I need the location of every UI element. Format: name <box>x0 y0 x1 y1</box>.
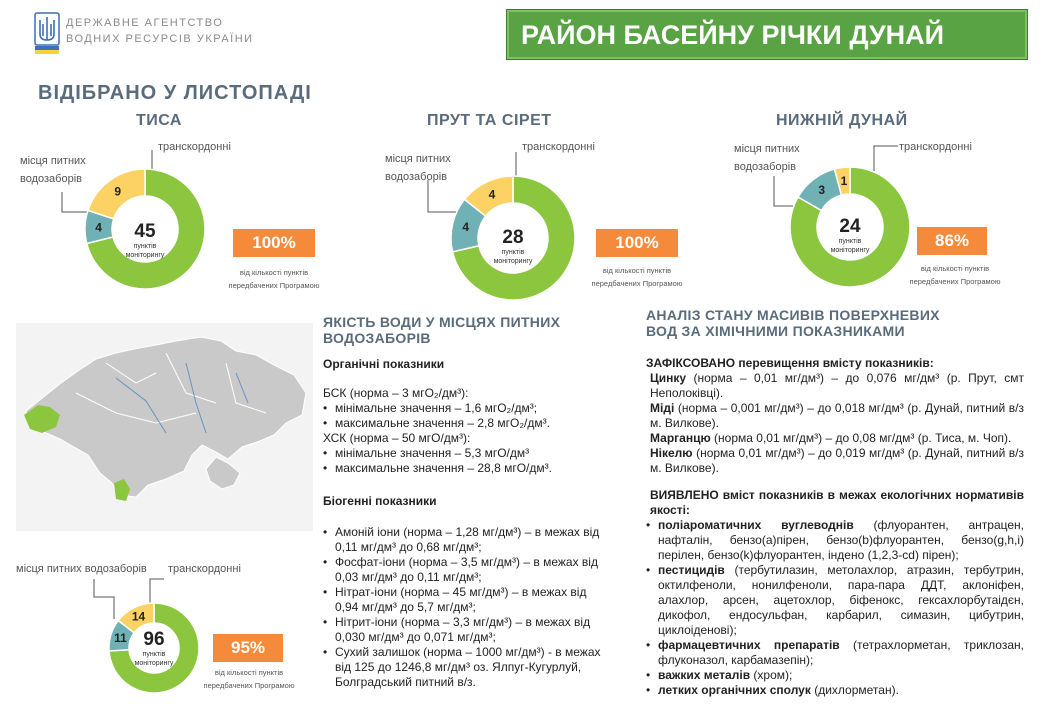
percent-note-1a: від кількості пунктів <box>239 268 309 277</box>
percent-note-1 <box>214 266 334 292</box>
section-title: ВІДІБРАНО У ЛИСТОПАДІ <box>38 82 312 104</box>
percent-note-3b: передбачених Програмою <box>909 277 1001 286</box>
total-count-tysa: 45 <box>134 221 156 242</box>
analysis-body <box>646 356 1024 698</box>
slice-transboundary-label: 1 <box>840 173 848 188</box>
exceed-name: Міді <box>650 401 675 415</box>
bsk-max: • максимальне значення – 2,8 мгО₂/дм³. <box>323 416 619 431</box>
analysis-title <box>646 307 1006 339</box>
exceed-item <box>650 431 1024 446</box>
donut-chart-prut <box>400 140 590 300</box>
agency-line-2: ВОДНИХ РЕСУРСІВ УКРАЇНИ <box>66 33 254 45</box>
donut-chart-tysa <box>40 140 220 290</box>
slice-transboundary-label: 9 <box>114 184 122 199</box>
percent-note-2b: передбачених Програмою <box>591 279 683 288</box>
header-banner: РАЙОН БАСЕЙНУ РІЧКИ ДУНАЙ <box>506 9 1028 60</box>
biogenic-heading: Біогенні показники <box>323 494 437 508</box>
percent-badge-prut: 100% <box>596 229 678 257</box>
biogenic-item: • Сухий залишок (норма – 1000 мг/дм³) - в межах від 125 до 1246,8 мг/дм³ оз. Ялпуг-Кугурлуй, Болградський питний в/з. <box>323 645 613 690</box>
percent-note-4b: передбачених Програмою <box>203 681 295 690</box>
donut-center-lower-danube <box>820 217 880 255</box>
center-caption-3a: пунктів <box>838 238 862 245</box>
quality-title <box>323 314 623 346</box>
hsk-heading: ХСК (норма – 50 мгО/дм³): <box>323 431 471 445</box>
region-title-tysa: ТИСА <box>136 112 182 129</box>
agency-name <box>66 15 254 47</box>
quality-organic <box>323 357 619 690</box>
label-drinking-1-l2: водозаборів <box>20 173 82 185</box>
map-of-ukraine <box>16 323 313 531</box>
region-title-prut: ПРУТ ТА СІРЕТ <box>427 112 552 129</box>
found-item <box>646 668 1024 683</box>
donut-center-prut <box>483 228 543 266</box>
percent-badge-total: 95% <box>213 634 283 662</box>
slice-drinking-label: 4 <box>462 220 470 235</box>
found-name: летких органічних сполук <box>658 683 811 697</box>
found-text: (тербутилазин, метолахлор, атразин, тербутрин, октилфеноли, нонилфеноли, пара-пара ДДТ, аклоніфен, алахлор, арсен, ацетохлор, біфенокс, гексахлорбутаідєн, дикофол, ендосульфан, карбарил, симазин, цибутрин, циклоіденові); <box>658 563 1024 637</box>
total-count-all: 96 <box>143 629 165 650</box>
exceed-heading: ЗАФІКСОВАНО перевищення вмісту показників: <box>646 356 934 370</box>
found-text: (флуорантен, антрацен, нафталін, бензо(а)пірен, бензо(b)флуорантен, бензо(g,h,i) перілен, бензо(k)флуорантен, індено (1,2,3-cd) пірен); <box>658 518 1024 562</box>
label-drinking-1-l1: місця питних <box>20 155 86 167</box>
found-name: фармацевтичних препаратів <box>658 638 840 652</box>
donut-center-tysa <box>115 222 175 260</box>
center-caption-2a: пунктів <box>501 249 525 256</box>
bsk-min: • мінімальне значення – 1,6 мгО₂/дм³; <box>323 401 619 416</box>
percent-note-4a: від кількості пунктів <box>214 668 284 677</box>
center-caption-2b: моніторингу <box>493 258 533 265</box>
label-transboundary-3: транскордонні <box>899 141 972 153</box>
analysis-title-line2: ВОД ЗА ХІМІЧНИМИ ПОКАЗНИКАМИ <box>646 323 905 339</box>
percent-note-3a: від кількості пунктів <box>920 264 990 273</box>
percent-note-2a: від кількості пунктів <box>602 266 672 275</box>
quality-title-line1: ЯКІСТЬ ВОДИ У МІСЦЯХ ПИТНИХ <box>323 314 561 330</box>
slice-transboundary-label: 4 <box>488 187 496 202</box>
center-caption-3b: моніторингу <box>830 247 870 254</box>
exceed-name: Цинку <box>650 371 687 385</box>
label-transboundary-4: транскордонні <box>168 563 241 575</box>
percent-note-3 <box>895 262 1015 288</box>
found-item <box>646 518 1024 563</box>
found-heading: ВИЯВЛЕНО вміст показників в межах екологічних нормативів якості: <box>650 488 1024 517</box>
found-name: пестицидів <box>658 563 725 577</box>
found-name: важких металів <box>658 668 751 682</box>
exceed-list <box>646 371 1024 476</box>
percent-note-2 <box>577 264 697 290</box>
hsk-min: • мінімальне значення – 5,3 мгО/дм³ <box>323 446 619 461</box>
hsk-max: • максимальне значення – 28,8 мгО/дм³. <box>323 461 619 476</box>
exceed-item <box>650 371 1024 401</box>
found-text: (хром); <box>750 668 793 682</box>
found-item <box>646 638 1024 668</box>
label-transboundary-2: транскордонні <box>522 141 595 153</box>
total-count-prut: 28 <box>502 227 524 248</box>
exceed-text: (норма – 0,001 мг/дм³) – до 0,018 мг/дм³ (р. Дунай, питний в/з м. Вилкове). <box>650 401 1024 430</box>
center-caption-1a: пунктів <box>133 243 157 250</box>
center-caption-4a: пунктів <box>142 651 166 658</box>
label-transboundary-1: транскордонні <box>158 141 231 153</box>
organic-heading: Органічні показники <box>323 357 445 371</box>
percent-note-4 <box>194 666 304 692</box>
label-drinking-2-l2: водозаборів <box>385 171 447 183</box>
biogenic-item: • Фосфат-іони (норма – 3,5 мг/дм³) – в межах від 0,03 мг/дм³ до 0,11 мг/дм³; <box>323 555 613 585</box>
slice-drinking-label: 3 <box>818 183 826 198</box>
exceed-text: (норма – 0,01 мг/дм³) – до 0,076 мг/дм³ (р. Прут, смт Неполоківці). <box>650 371 1024 400</box>
center-caption-4b: моніторингу <box>134 660 174 667</box>
exceed-text: (норма 0,01 мг/дм³) – до 0,08 мг/дм³ (р. Тиса, м. Чоп). <box>710 431 1012 445</box>
exceed-item <box>650 446 1024 476</box>
analysis-title-line1: АНАЛІЗ СТАНУ МАСИВІВ ПОВЕРХНЕВИХ <box>646 307 940 323</box>
found-item <box>646 683 1024 698</box>
found-text: (тетрахлорметан, триклозан, флуконазол, карбамазепін); <box>658 638 1024 667</box>
label-drinking-3-l2: водозаборів <box>734 161 796 173</box>
quality-title-line2: ВОДОЗАБОРІВ <box>323 330 431 346</box>
found-list <box>646 518 1024 698</box>
biogenic-item: • Амоній іони (норма – 1,28 мг/дм³) – в межах від 0,11 мг/дм³ до 0,68 мг/дм³; <box>323 525 613 555</box>
trident-logo-icon <box>34 12 60 54</box>
donut-center-total <box>126 630 182 668</box>
percent-badge-lower-danube: 86% <box>917 227 987 255</box>
slice-drinking-label: 11 <box>114 630 127 645</box>
percent-badge-tysa: 100% <box>233 229 315 257</box>
ukraine-map-icon <box>16 323 313 531</box>
found-item <box>646 563 1024 638</box>
region-title-lower-danube: НИЖНІЙ ДУНАЙ <box>776 112 908 129</box>
found-text: (дихлорметан). <box>810 683 899 697</box>
bsk-heading: БСК (норма – 3 мгО₂/дм³): <box>323 386 469 400</box>
found-name: поліароматичних вуглеводнів <box>658 518 854 532</box>
slice-drinking-label: 4 <box>95 220 102 235</box>
label-drinking-4: місця питних водозаборів <box>16 563 147 575</box>
slice-transboundary-label: 14 <box>131 609 146 624</box>
percent-note-1b: передбачених Програмою <box>228 281 320 290</box>
exceed-item <box>650 401 1024 431</box>
label-drinking-3-l1: місця питних <box>734 143 800 155</box>
center-caption-1b: моніторингу <box>125 252 165 259</box>
biogenic-item: • Нітрат-іони (норма – 45 мг/дм³) – в межах від 0,94 мг/дм³ до 5,7 мг/дм³; <box>323 585 613 615</box>
biogenic-item: • Нітрит-іони (норма – 3,3 мг/дм³) – в межах від 0,030 мг/дм³ до 0,071 мг/дм³; <box>323 615 613 645</box>
agency-line-1: ДЕРЖАВНЕ АГЕНТСТВО <box>66 17 224 29</box>
total-count-lower-danube: 24 <box>839 216 861 237</box>
exceed-name: Марганцю <box>650 431 711 445</box>
label-drinking-2-l1: місця питних <box>385 153 451 165</box>
exceed-name: Нікелю <box>650 446 693 460</box>
exceed-text: (норма 0,01 мг/дм³) – до 0,019 мг/дм³ (р. Дунай, питний в/з м. Вилкове). <box>650 446 1024 475</box>
